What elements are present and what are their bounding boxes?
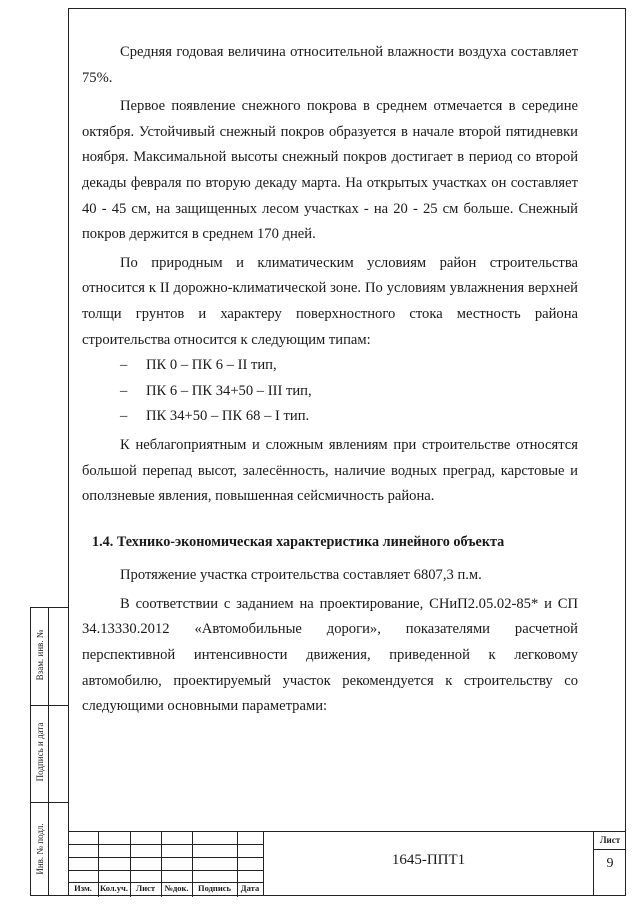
title-block-label: Дата bbox=[240, 883, 260, 893]
list-item bbox=[82, 379, 578, 405]
title-block-label: Лист bbox=[135, 883, 156, 893]
sheet-label: Лист bbox=[594, 832, 626, 850]
title-block-label: Кол.уч. bbox=[100, 883, 128, 893]
side-label-inv: Инв. № подл. bbox=[35, 823, 45, 875]
document-code: 1645-ППТ1 bbox=[391, 852, 466, 868]
paragraph-parameters: В соответствии с заданием на проектирование, СНиП2.05.02-85* и СП 34.13330.2012 «Автомобильные дороги», показателями расчетной перспективной интенсивности движения, приведенной к легковому автомобилю, проектируемый участок рекомендуется к строительству со следующими основными параметрами: bbox=[82, 595, 578, 715]
title-block-label: Изм. bbox=[74, 883, 92, 893]
paragraph-hazards: К неблагоприятным и сложным явлениям при строительстве относятся большой перепад высот, залесённость, наличие водных преград, карстовые и оползневые явления, повышенная сейсмичность района. bbox=[82, 436, 578, 505]
list-dash: – bbox=[120, 357, 128, 374]
list-item bbox=[82, 353, 578, 379]
title-block-label: №док. bbox=[164, 883, 189, 893]
list-item-text: ПК 0 – ПК 6 – II тип, bbox=[146, 357, 277, 374]
sheet-number: 9 bbox=[606, 856, 614, 871]
paragraph-length: Протяжение участка строительства составляет 6807,3 п.м. bbox=[120, 567, 482, 584]
paragraph-humidity: Средняя годовая величина относительной влажности воздуха составляет 75%. bbox=[82, 44, 578, 86]
side-stamp bbox=[30, 607, 68, 896]
title-block bbox=[68, 831, 626, 896]
list-dash: – bbox=[120, 382, 128, 399]
list-dash: – bbox=[120, 408, 128, 425]
sheet-cell bbox=[593, 831, 626, 896]
paragraph-snow-cover: Первое появление снежного покрова в среднем отмечается в середине октября. Устойчивый снежный покров образуется в начале второй пятидневки ноября. Максимальной высоты снежный покров достигает в период со второй декады февраля по вторую декаду марта. На открытых участках он составляет 40 - 45 см, на защищенных лесом участках - на 20 - 25 см больше. Снежный покров держится в среднем 170 дней. bbox=[82, 98, 578, 243]
side-label-vzam: Взам. инв. № bbox=[35, 629, 45, 681]
paragraph-climate-zone: По природным и климатическим условиям район строительства относится к II дорожно-климатической зоне. По условиям увлажнения верхней толщи грунтов и характеру поверхностного стока местность района строительства относится к следующим типам: bbox=[82, 254, 578, 348]
list-item bbox=[82, 404, 578, 430]
side-label-podpis: Подпись и дата bbox=[35, 722, 45, 782]
title-block-label: Подпись bbox=[198, 883, 231, 893]
title-block-main bbox=[263, 831, 593, 896]
title-block-grid bbox=[68, 831, 263, 896]
section-heading: 1.4. Технико-экономическая характеристика линейного объекта bbox=[92, 533, 505, 550]
list-item-text: ПК 34+50 – ПК 68 – I тип. bbox=[146, 408, 310, 425]
document-body bbox=[82, 40, 578, 720]
list-item-text: ПК 6 – ПК 34+50 – III тип, bbox=[146, 382, 312, 399]
